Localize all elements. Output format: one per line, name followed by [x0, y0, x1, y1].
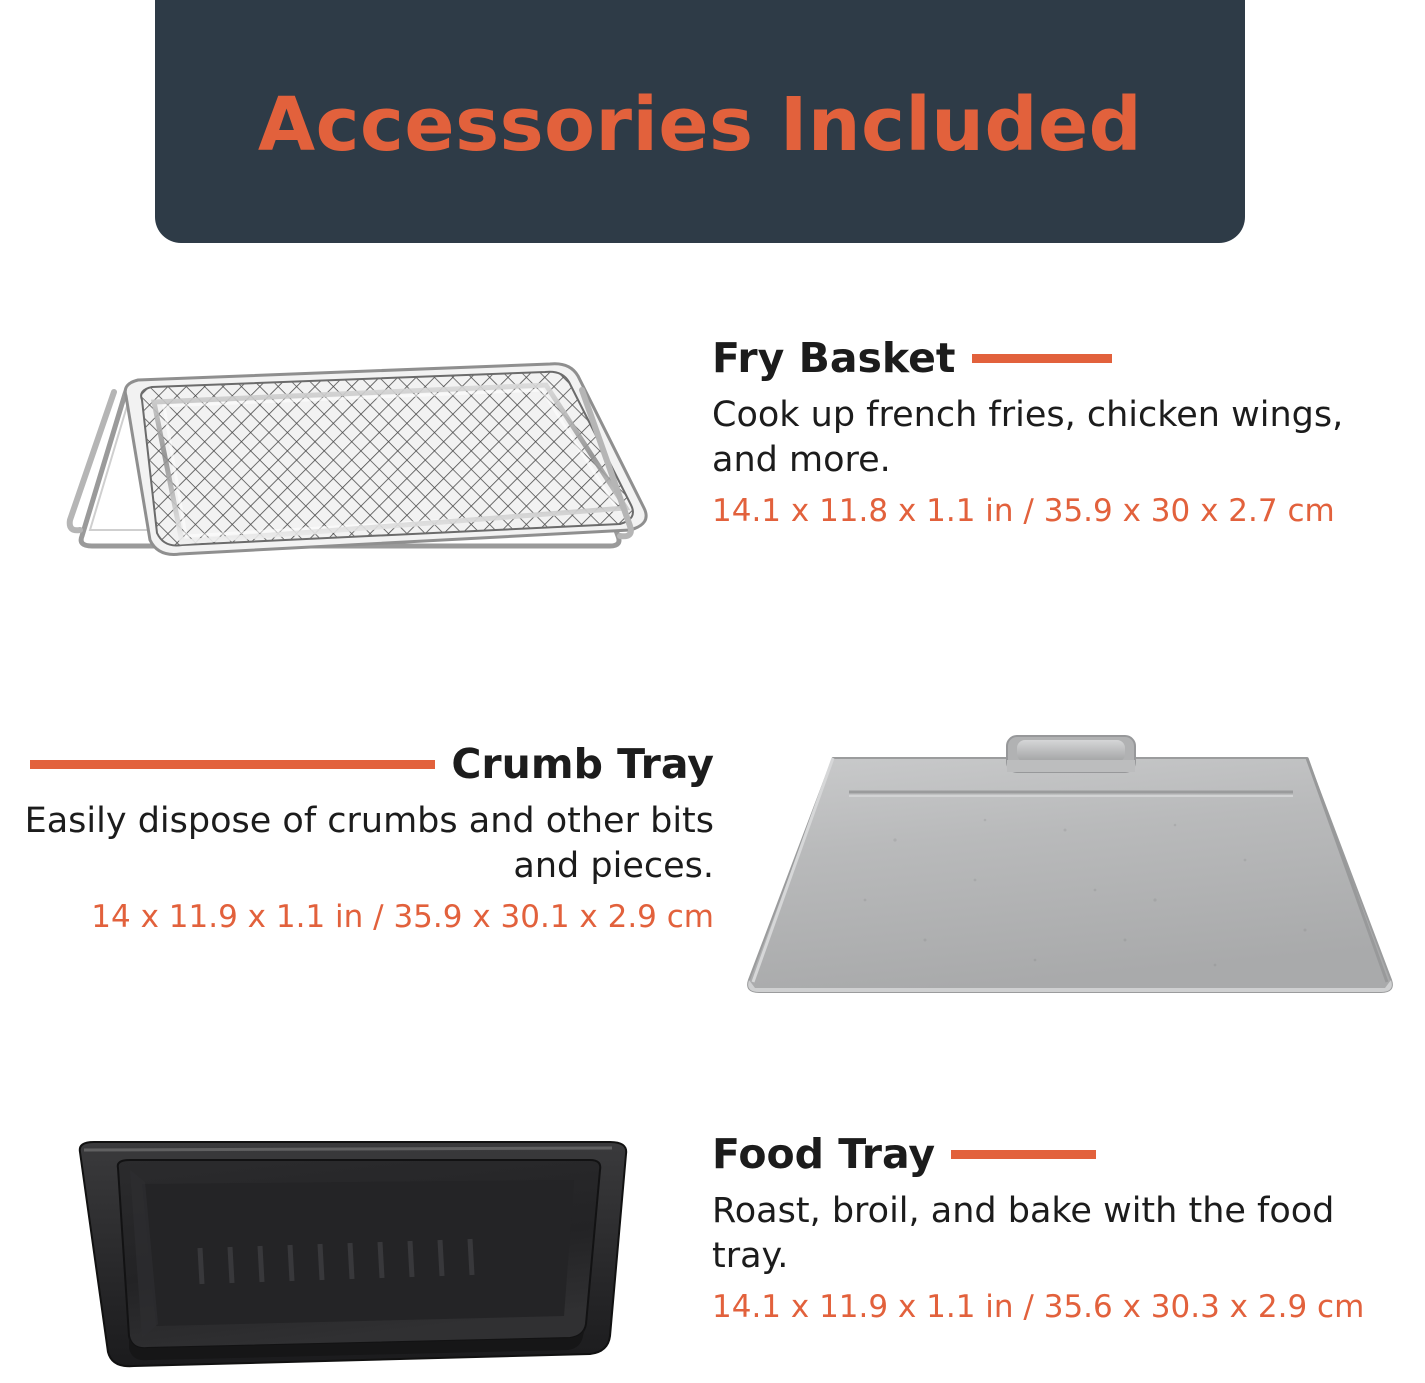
food-tray-image	[50, 1130, 670, 1380]
food-tray-heading-row	[712, 1132, 1096, 1177]
fry-basket-dimensions: 14.1 x 11.8 x 1.1 in / 35.9 x 30 x 2.7 cm	[712, 492, 1335, 529]
crumb-tray-heading-row	[30, 742, 714, 787]
crumb-tray-heading: Crumb Tray	[451, 740, 714, 788]
food-tray-heading: Food Tray	[712, 1130, 936, 1178]
fry-basket-heading: Fry Basket	[712, 334, 956, 382]
accent-rule	[972, 354, 1112, 363]
fry-basket-text	[712, 336, 1392, 529]
accent-rule	[951, 1150, 1096, 1159]
fry-basket-heading-row	[712, 336, 1112, 381]
fry-basket-image	[30, 340, 670, 590]
crumb-tray-image	[745, 730, 1395, 1020]
food-tray-dimensions: 14.1 x 11.9 x 1.1 in / 35.6 x 30.3 x 2.9 cm	[712, 1288, 1365, 1325]
crumb-tray-description: Easily dispose of crumbs and other bits and pieces.	[24, 801, 714, 886]
page-title: Accessories Included	[257, 81, 1143, 168]
accent-rule	[30, 760, 435, 769]
crumb-tray-dimensions: 14 x 11.9 x 1.1 in / 35.9 x 30.1 x 2.9 cm	[91, 898, 714, 935]
header-banner	[155, 0, 1245, 243]
crumb-tray-text	[8, 742, 714, 935]
food-tray-description: Roast, broil, and bake with the food tray.	[712, 1191, 1335, 1276]
food-tray-text	[712, 1132, 1412, 1325]
fry-basket-description: Cook up french fries, chicken wings, and more.	[712, 395, 1344, 480]
